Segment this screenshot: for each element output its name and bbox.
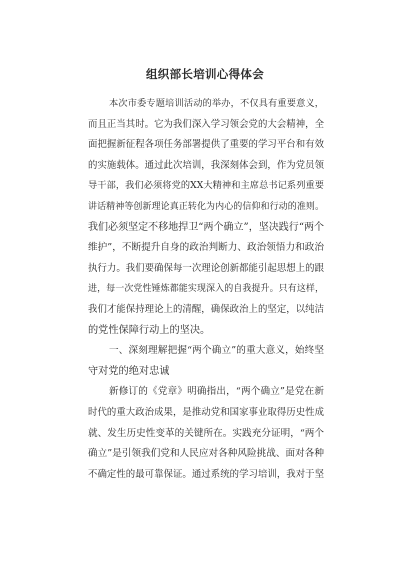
paragraph-line: 而且正当其时。它为我们深入学习领会党的大会精神，全 [88, 118, 324, 130]
paragraph-line: 本次市委专题培训活动的举办，不仅具有重要意义， [109, 98, 324, 109]
paragraph-line: 讲话精神等创新理论真正转化为内心的信仰和行动的准则。 [88, 201, 324, 212]
paragraph-line: 不确定性的最可靠保证。通过系统的学习培训，我对于坚 [88, 468, 324, 480]
paragraph-line: 我们必须坚定不移地捍卫“两个确立”，坚决践行“两个 [88, 221, 324, 233]
paragraph-line: 确立”是引领我们党和人民应对各种风险挑战、面对各种 [88, 448, 324, 460]
paragraph-line: 导干部，我们必须将党的XX大精神和主席总书记系列重要 [88, 180, 324, 192]
document-title: 组织部长培训心得体会 [146, 67, 264, 81]
paragraph-line: 面把握新征程各项任务部署提供了重要的学习平台和有效 [88, 139, 324, 151]
paragraph-line: 进，每一次党性锤炼都能实现深入的自我提升。只有这样， [88, 284, 324, 295]
paragraph-line: 我们才能保持理论上的清醒，确保政治上的坚定，以纯洁 [88, 303, 324, 315]
document-body [88, 94, 324, 485]
paragraph-line: 新修订的《党章》明确指出，“两个确立”是党在新 [109, 386, 324, 398]
section-heading-line: 一、深刻理解把握“两个确立”的重大意义，始终坚 [109, 345, 324, 357]
paragraph-line: 的实施载体。通过此次培训，我深刻体会到，作为党员领 [88, 159, 324, 171]
paragraph-line: 执行力。我们要确保每一次理论创新都能引起思想上的跟 [88, 262, 324, 274]
paragraph-line: 时代的重大政治成果，是推动党和国家事业取得历史性成 [88, 406, 324, 418]
section-heading-line: 守对党的绝对忠诚 [88, 365, 170, 377]
paragraph-line: 的党性保障行动上的坚决。 [88, 324, 211, 336]
paragraph-line: 维护”，不断提升自身的政治判断力、政治领悟力和政治 [88, 242, 324, 254]
paragraph-line: 就、发生历史性变革的关键所在。实践充分证明，“两个 [88, 427, 324, 439]
